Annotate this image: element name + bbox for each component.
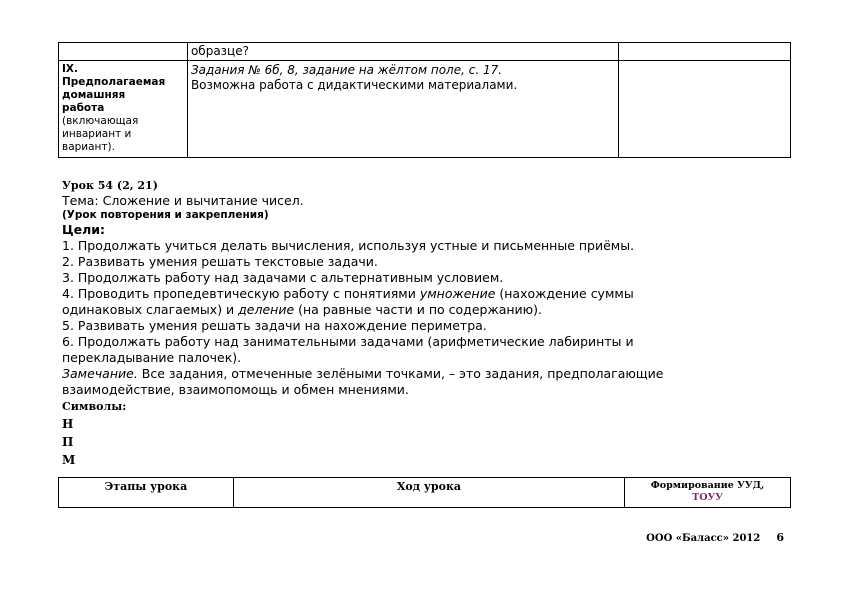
table-cell [619,43,791,61]
column-header-stages: Этапы урока [59,478,234,508]
table-row [59,43,791,61]
lesson-header: Урок 54 (2, 21) [62,179,158,192]
goal-text: (на равные части и по содержанию). [294,302,543,317]
goal-item: 3. Продолжать работу над задачами с альтернативным условием. [62,270,504,285]
stage-detail-line: (включающая [62,115,139,127]
homework-table [58,42,791,158]
lesson-subtopic: (Урок повторения и закрепления) [62,209,269,221]
stage-title-line: домашняя [62,89,126,101]
goal-item: 6. Продолжать работу над занимательными задачами (арифметические лабиринты и [62,334,634,349]
page-footer [646,531,784,544]
symbol-item: П [62,435,74,449]
table-cell [619,61,791,158]
symbols-title: Символы: [62,400,127,413]
goal-term: умножение [419,286,496,301]
symbol-item: М [62,453,76,467]
lesson-topic: Тема: Сложение и вычитание чисел. [62,193,304,208]
table-cell [59,43,188,61]
publisher: ООО «Баласс» 2012 [646,533,761,544]
symbol-item: Н [62,417,74,431]
touu-label: ТОУУ [692,492,723,503]
goal-item: 5. Развивать умения решать задачи на нахождение периметра. [62,318,487,333]
uud-label: Формирование УУД, [650,480,765,491]
goal-item-continued [62,302,792,318]
column-header-uud [625,478,791,508]
row1-text: образце? [190,44,249,58]
goal-text: одинаковых слагаемых) и [62,302,239,317]
goal-item: 1. Продолжать учиться делать вычисления, используя устные и письменные приёмы. [62,238,635,253]
goal-text: (нахождение суммы [495,286,634,301]
lesson-note-continued: взаимодействие, взаимопомощь и обмен мнениями. [62,382,409,397]
lesson-stages-table [58,477,791,508]
note-label: Замечание. [62,366,138,381]
goal-item [62,286,792,302]
goal-item-continued: перекладывание палочек). [62,350,242,365]
table-header-row [59,478,791,508]
homework-tasks: Задания № 6б, 8, задание на жёлтом поле, с. 17. [190,63,503,77]
homework-note: Возможна работа с дидактическими материалами. [190,78,518,92]
table-cell [187,43,618,61]
stage-title-line: работа [62,102,105,114]
lesson-note [62,366,792,382]
stage-cell [59,61,188,158]
lesson-plan [62,179,792,469]
goal-item: 2. Развивать умения решать текстовые задачи. [62,254,378,269]
stage-detail-line: инвариант и [62,128,132,140]
stage-title-line: Предполагаемая [62,76,166,88]
homework-cell [187,61,618,158]
goal-term: деление [238,302,295,317]
stage-number: IX. [62,63,78,75]
table-row [59,61,791,158]
goals-title: Цели: [62,222,105,237]
column-header-progress: Ход урока [233,478,624,508]
stage-detail-line: вариант). [62,141,115,153]
page-number: 6 [776,531,784,544]
goal-text: 4. Проводить пропедевтическую работу с понятиями [62,286,420,301]
note-text: Все задания, отмеченные зелёными точками, – это задания, предполагающие [137,366,664,381]
